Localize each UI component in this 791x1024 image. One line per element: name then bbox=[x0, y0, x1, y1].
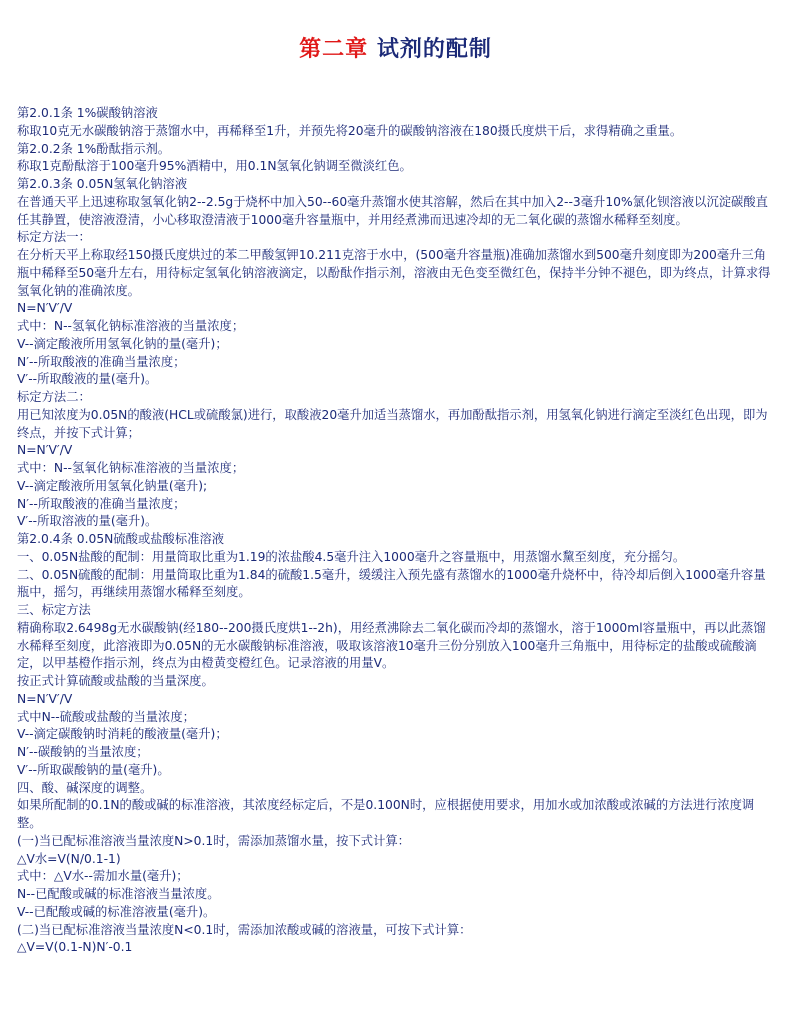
formula: △V水=V(N/0.1-1) bbox=[17, 851, 121, 866]
paragraph: 在普通天平上迅速称取氢氧化钠2--2.5g于烧杯中加入50--60毫升蒸馏水使其溶解，然后在其中加入2--3毫升10%氯化钡溶液以沉淀碳酸直任其静置，使溶液澄清，小心移取澄清液于1000毫升容量瓶中，并用经煮沸而迅速冷却的无二氧化碳的蒸馏水稀释至刻度。 bbox=[17, 194, 768, 227]
formula-legend: V′--所取碳酸钠的量(毫升)。 bbox=[17, 762, 170, 777]
paragraph: 二、0.05N硫酸的配制：用量筒取比重为1.84的硫酸1.5毫升，缓缓注入预先盛有蒸馏水的1000毫升烧杯中，待冷却后倒入1000毫升容量瓶中，摇匀，再继续用蒸馏水稀释至刻度。 bbox=[17, 567, 766, 600]
formula: N=N′V′/V bbox=[17, 691, 73, 706]
paragraph: 在分析天平上称取经150摄氏度烘过的苯二甲酸氢钾10.211克溶于水中，(500毫升容量瓶)准确加蒸馏水到500毫升刻度即为200毫升三角瓶中稀释至50毫升左右，用待标定氢氧化钠溶液滴定，以酚酞作指示剂，溶液由无色变至微红色，保持半分钟不褪色，即为终点，计算求得氢氧化钠的准确浓度。 bbox=[17, 248, 771, 298]
paragraph: 精确称取2.6498g无水碳酸钠(经180--200摄氏度烘1--2h)，用经煮沸除去二氧化碳而冷却的蒸馏水，溶于1000ml容量瓶中，再以此蒸馏水稀释至刻度，此溶液即为0.05N的无水碳酸钠标准溶液，吸取该溶液10毫升三份分别放入100毫升三角瓶中，用待标定的盐酸或硫酸滴定，以甲基橙作指示剂，终点为由橙黄变橙红色。记录溶液的用量V。 bbox=[17, 620, 766, 671]
subheading: 标定方法一： bbox=[17, 230, 91, 245]
paragraph: (一)当已配标准溶液当量浓度N>0.1时，需添加蒸馏水量，按下式计算： bbox=[17, 833, 410, 848]
formula-legend: 式中N--硫酸或盐酸的当量浓度； bbox=[17, 709, 195, 724]
section-heading: 第2.0.2条 1%酚酞指示剂。 bbox=[17, 141, 171, 156]
section-heading: 第2.0.4条 0.05N硫酸或盐酸标准溶液 bbox=[17, 532, 225, 546]
formula: N=N′V′/V bbox=[17, 443, 73, 458]
paragraph: 一、0.05N盐酸的配制：用量筒取比重为1.19的浓盐酸4.5毫升注入1000毫升之容量瓶中，用蒸馏水黧至刻度，充分摇匀。 bbox=[17, 549, 686, 564]
paragraph: 称取10克无水碳酸钠溶于蒸馏水中，再稀释至1升，并预先将20毫升的碳酸钠溶液在180摄氏度烘干后，求得精确之重量。 bbox=[17, 123, 683, 138]
formula-legend: 式中：△V水--需加水量(毫升)； bbox=[17, 869, 189, 884]
document-body bbox=[17, 105, 777, 957]
formula-legend: N′--所取酸液的准确当量浓度； bbox=[17, 496, 186, 511]
formula-legend: N′--所取酸液的准确当量浓度； bbox=[17, 354, 186, 369]
formula-legend: V′--所取酸液的量(毫升)。 bbox=[17, 372, 158, 387]
paragraph: (二)当已配标准溶液当量浓度N<0.1时，需添加浓酸或碱的溶液量，可按下式计算： bbox=[17, 922, 472, 937]
subheading: 三、标定方法 bbox=[17, 603, 91, 617]
formula: △V=V(0.1-N)N′-0.1 bbox=[17, 940, 133, 955]
paragraph: 称取1克酚酞溶于100毫升95%酒精中，用0.1N氢氧化钠调至微淡红色。 bbox=[17, 159, 412, 174]
formula-legend: 式中：N--氢氧化钠标准溶液的当量浓度； bbox=[17, 461, 245, 475]
formula: N=N′V′/V bbox=[17, 301, 73, 316]
formula-legend: V′--所取溶液的量(毫升)。 bbox=[17, 514, 158, 529]
formula-legend: N′--碳酸钠的当量浓度； bbox=[17, 745, 149, 759]
formula-legend: V--滴定酸液所用氢氧化钠的量(毫升)； bbox=[17, 336, 228, 351]
chapter-number: 第二章 bbox=[299, 37, 369, 62]
formula-legend: N--已配酸或碱的标准溶液当量浓度。 bbox=[17, 887, 220, 901]
formula-legend: V--滴定碳酸钠时消耗的酸液量(毫升)； bbox=[17, 727, 228, 742]
chapter-name: 试剂的配制 bbox=[368, 37, 492, 62]
formula-legend: V--滴定酸液所用氢氧化钠量(毫升); bbox=[17, 478, 208, 493]
formula-legend: 式中：N--氢氧化钠标准溶液的当量浓度； bbox=[17, 319, 245, 333]
page-title bbox=[0, 36, 791, 64]
paragraph: 如果所配制的0.1N的酸或碱的标准溶液，其浓度经标定后，不是0.100N时，应根据使用要求，用加水或加浓酸或浓碱的方法进行浓度调整。 bbox=[17, 798, 755, 830]
paragraph: 按正式计算硫酸或盐酸的当量深度。 bbox=[17, 674, 214, 688]
section-heading: 第2.0.1条 1%碳酸钠溶液 bbox=[17, 106, 158, 120]
subheading: 标定方法二： bbox=[17, 390, 91, 404]
section-heading: 第2.0.3条 0.05N氢氧化钠溶液 bbox=[17, 177, 188, 191]
formula-legend: V--已配酸或碱的标准溶液量(毫升)。 bbox=[17, 904, 216, 919]
paragraph: 用已知浓度为0.05N的酸液(HCL或硫酸氯)进行，取酸液20毫升加适当蒸馏水，再加酚酞指示剂，用氢氧化钠进行滴定至淡红色出现，即为终点，并按下式计算； bbox=[17, 407, 768, 440]
subheading: 四、酸、碱深度的调整。 bbox=[17, 780, 153, 795]
